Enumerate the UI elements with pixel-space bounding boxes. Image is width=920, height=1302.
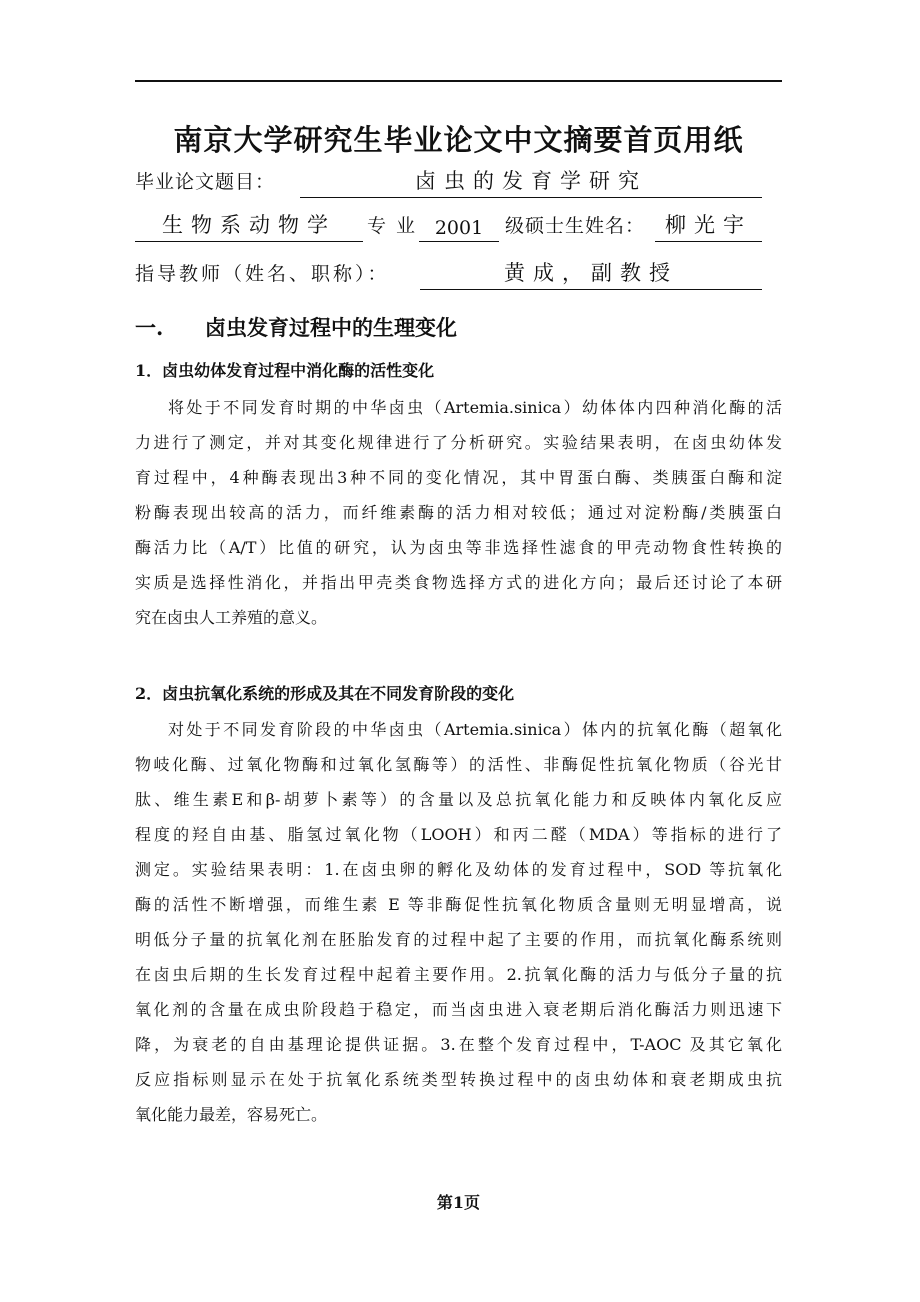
paragraph-line: 力进行了测定，并对其变化规律进行了分析研究。实验结果表明，在卤虫幼体发 bbox=[135, 433, 782, 452]
subsection-heading-1: 1．卤虫幼体发育过程中消化酶的活性变化 bbox=[135, 361, 435, 380]
form-title: 南京大学研究生毕业论文中文摘要首页用纸 bbox=[173, 123, 744, 157]
subsection-body-1 bbox=[135, 390, 782, 635]
paragraph-line: 实质是选择性消化，并指出甲壳类食物选择方式的进化方向；最后还讨论了本研 bbox=[135, 573, 782, 592]
grade-name-label: 级硕士生姓名： bbox=[505, 215, 646, 237]
paragraph-line: 降，为衰老的自由基理论提供证据。3.在整个发育过程中，T-AOC 及其它氧化 bbox=[135, 1035, 782, 1054]
advisor-row bbox=[135, 258, 782, 292]
student-info-row bbox=[135, 210, 782, 244]
thesis-title-value: 卤虫的发育学研究 bbox=[300, 165, 762, 198]
paragraph-line: 氧化剂的含量在成虫阶段趋于稳定，而当卤虫进入衰老期后消化酶活力则迅速下 bbox=[135, 1000, 782, 1019]
paragraph-line: 将处于不同发育时期的中华卤虫（Artemia.sinica）幼体体内四种消化酶的活 bbox=[168, 398, 782, 417]
thesis-title-row bbox=[135, 166, 782, 200]
paragraph-line: 粉酶表现出较高的活力，而纤维素酶的活力相对较低；通过对淀粉酶/类胰蛋白 bbox=[135, 503, 782, 522]
paragraph-line: 育过程中，4种酶表现出3种不同的变化情况，其中胃蛋白酶、类胰蛋白酶和淀 bbox=[135, 468, 782, 487]
paragraph-line: 对处于不同发育阶段的中华卤虫（Artemia.sinica）体内的抗氧化酶（超氧化 bbox=[168, 720, 782, 739]
year-value: 2001 bbox=[419, 217, 499, 242]
thesis-title-label: 毕业论文题目： bbox=[135, 171, 276, 193]
paragraph-line: 明低分子量的抗氧化剂在胚胎发育的过程中起了主要的作用，而抗氧化酶系统则 bbox=[135, 930, 782, 949]
paragraph-line: 酶的活性不断增强，而维生素 E 等非酶促性抗氧化物质含量则无明显增高，说 bbox=[135, 895, 782, 914]
paragraph-line: 酶活力比（A/T）比值的研究，认为卤虫等非选择性滤食的甲壳动物食性转换的 bbox=[135, 538, 782, 557]
paragraph-line: 程度的羟自由基、脂氢过氧化物（LOOH）和丙二醛（MDA）等指标的进行了 bbox=[135, 825, 782, 844]
paragraph-line: 究在卤虫人工养殖的意义。 bbox=[135, 608, 328, 627]
section-title: 卤虫发育过程中的生理变化 bbox=[205, 315, 457, 340]
paragraph-line: 氧化能力最差，容易死亡。 bbox=[135, 1105, 328, 1124]
paragraph-line: 在卤虫后期的生长发育过程中起着主要作用。2.抗氧化酶的活力与低分子量的抗 bbox=[135, 965, 782, 984]
section-number: 一. bbox=[135, 315, 164, 340]
section-heading bbox=[135, 312, 457, 342]
paragraph-line: 测定。实验结果表明：1.在卤虫卵的孵化及幼体的发育过程中，SOD 等抗氧化 bbox=[135, 860, 782, 879]
subsection-heading-2: 2．卤虫抗氧化系统的形成及其在不同发育阶段的变化 bbox=[135, 684, 515, 703]
page-number: 第1页 bbox=[436, 1193, 481, 1212]
paragraph-line: 反应指标则显示在处于抗氧化系统类型转换过程中的卤虫幼体和衰老期成虫抗 bbox=[135, 1070, 782, 1089]
major-label: 专业 bbox=[367, 215, 426, 237]
advisor-label: 指导教师（姓名、职称）： bbox=[135, 263, 390, 285]
top-rule bbox=[135, 80, 782, 82]
subsection-body-2 bbox=[135, 712, 782, 1132]
major-value: 生物系动物学 bbox=[135, 209, 363, 242]
paragraph-line: 物岐化酶、过氧化物酶和过氧化氢酶等）的活性、非酶促性抗氧化物质（谷光甘 bbox=[135, 755, 782, 774]
paragraph-line: 肽、维生素E和β-胡萝卜素等）的含量以及总抗氧化能力和反映体内氧化反应 bbox=[135, 790, 782, 809]
advisor-value: 黄成，副教授 bbox=[420, 257, 762, 290]
student-name-value: 柳光宇 bbox=[655, 209, 762, 242]
